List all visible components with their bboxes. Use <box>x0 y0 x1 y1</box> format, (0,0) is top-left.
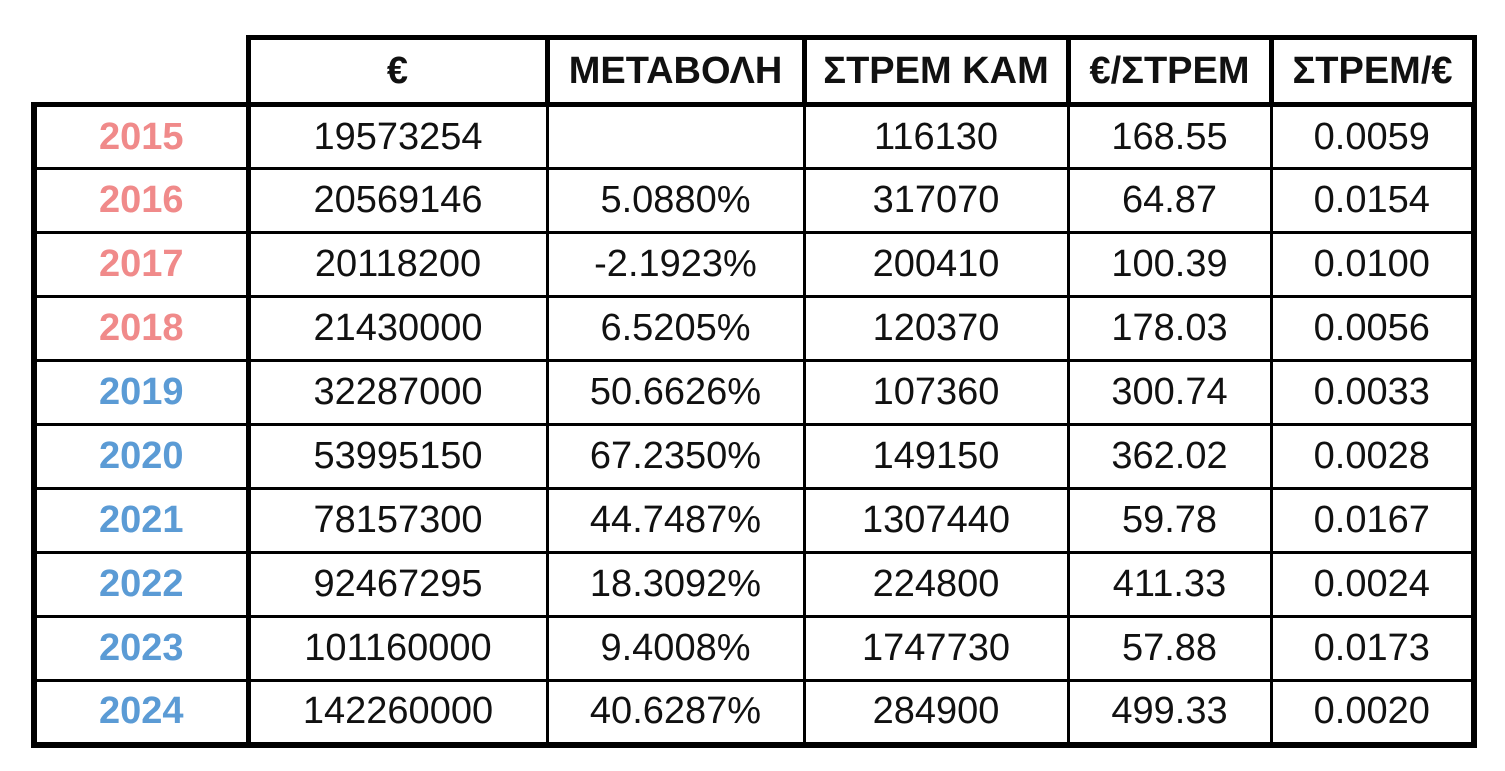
eur-cell: 19573254 <box>248 105 547 169</box>
eur-per-strem-cell: 64.87 <box>1068 169 1271 233</box>
year-cell: 2016 <box>34 169 248 233</box>
year-cell: 2022 <box>34 553 248 617</box>
year-cell: 2017 <box>34 233 248 297</box>
eur-per-strem-cell: 100.39 <box>1068 233 1271 297</box>
eur-per-strem-cell: 362.02 <box>1068 425 1271 489</box>
eur-cell: 32287000 <box>248 361 547 425</box>
header-row <box>34 38 1474 105</box>
strem-per-eur-cell: 0.0059 <box>1271 105 1474 169</box>
eur-cell: 78157300 <box>248 489 547 553</box>
strem-per-eur-cell: 0.0028 <box>1271 425 1474 489</box>
eur-cell: 101160000 <box>248 617 547 681</box>
table-row <box>34 617 1474 681</box>
stremmata-cell: 120370 <box>804 297 1068 361</box>
header-strem-per-eur: ΣΤΡΕΜ/€ <box>1271 38 1474 105</box>
change-cell: 67.2350% <box>547 425 804 489</box>
eur-cell: 20569146 <box>248 169 547 233</box>
table-row <box>34 297 1474 361</box>
strem-per-eur-cell: 0.0173 <box>1271 617 1474 681</box>
change-cell <box>547 105 804 169</box>
stremmata-cell: 200410 <box>804 233 1068 297</box>
table-row <box>34 105 1474 169</box>
data-table <box>31 35 1477 748</box>
strem-per-eur-cell: 0.0024 <box>1271 553 1474 617</box>
change-cell: 18.3092% <box>547 553 804 617</box>
change-cell: -2.1923% <box>547 233 804 297</box>
eur-per-strem-cell: 300.74 <box>1068 361 1271 425</box>
table-row <box>34 489 1474 553</box>
eur-cell: 20118200 <box>248 233 547 297</box>
stremmata-cell: 284900 <box>804 681 1068 745</box>
eur-cell: 21430000 <box>248 297 547 361</box>
eur-per-strem-cell: 499.33 <box>1068 681 1271 745</box>
strem-per-eur-cell: 0.0056 <box>1271 297 1474 361</box>
year-cell: 2018 <box>34 297 248 361</box>
strem-per-eur-cell: 0.0033 <box>1271 361 1474 425</box>
table-row <box>34 169 1474 233</box>
eur-per-strem-cell: 411.33 <box>1068 553 1271 617</box>
header-corner <box>34 38 248 105</box>
strem-per-eur-cell: 0.0100 <box>1271 233 1474 297</box>
eur-cell: 142260000 <box>248 681 547 745</box>
year-cell: 2023 <box>34 617 248 681</box>
change-cell: 40.6287% <box>547 681 804 745</box>
stremmata-cell: 116130 <box>804 105 1068 169</box>
change-cell: 5.0880% <box>547 169 804 233</box>
header-eur: € <box>248 38 547 105</box>
table-row <box>34 361 1474 425</box>
eur-per-strem-cell: 57.88 <box>1068 617 1271 681</box>
strem-per-eur-cell: 0.0020 <box>1271 681 1474 745</box>
year-cell: 2015 <box>34 105 248 169</box>
change-cell: 44.7487% <box>547 489 804 553</box>
change-cell: 50.6626% <box>547 361 804 425</box>
change-cell: 9.4008% <box>547 617 804 681</box>
eur-cell: 92467295 <box>248 553 547 617</box>
change-cell: 6.5205% <box>547 297 804 361</box>
stremmata-cell: 149150 <box>804 425 1068 489</box>
header-eur-per-strem: €/ΣΤΡΕΜ <box>1068 38 1271 105</box>
year-cell: 2020 <box>34 425 248 489</box>
year-cell: 2019 <box>34 361 248 425</box>
stremmata-cell: 1307440 <box>804 489 1068 553</box>
strem-per-eur-cell: 0.0167 <box>1271 489 1474 553</box>
table-row <box>34 681 1474 745</box>
stremmata-cell: 107360 <box>804 361 1068 425</box>
strem-per-eur-cell: 0.0154 <box>1271 169 1474 233</box>
stremmata-cell: 317070 <box>804 169 1068 233</box>
eur-cell: 53995150 <box>248 425 547 489</box>
eur-per-strem-cell: 178.03 <box>1068 297 1271 361</box>
eur-per-strem-cell: 59.78 <box>1068 489 1271 553</box>
year-cell: 2021 <box>34 489 248 553</box>
eur-per-strem-cell: 168.55 <box>1068 105 1271 169</box>
table-row <box>34 233 1474 297</box>
stremmata-cell: 224800 <box>804 553 1068 617</box>
header-change: ΜΕΤΑΒΟΛΗ <box>547 38 804 105</box>
header-stremmata: ΣΤΡΕΜ ΚΑΜ <box>804 38 1068 105</box>
table-row <box>34 553 1474 617</box>
table-row <box>34 425 1474 489</box>
stremmata-cell: 1747730 <box>804 617 1068 681</box>
year-cell: 2024 <box>34 681 248 745</box>
